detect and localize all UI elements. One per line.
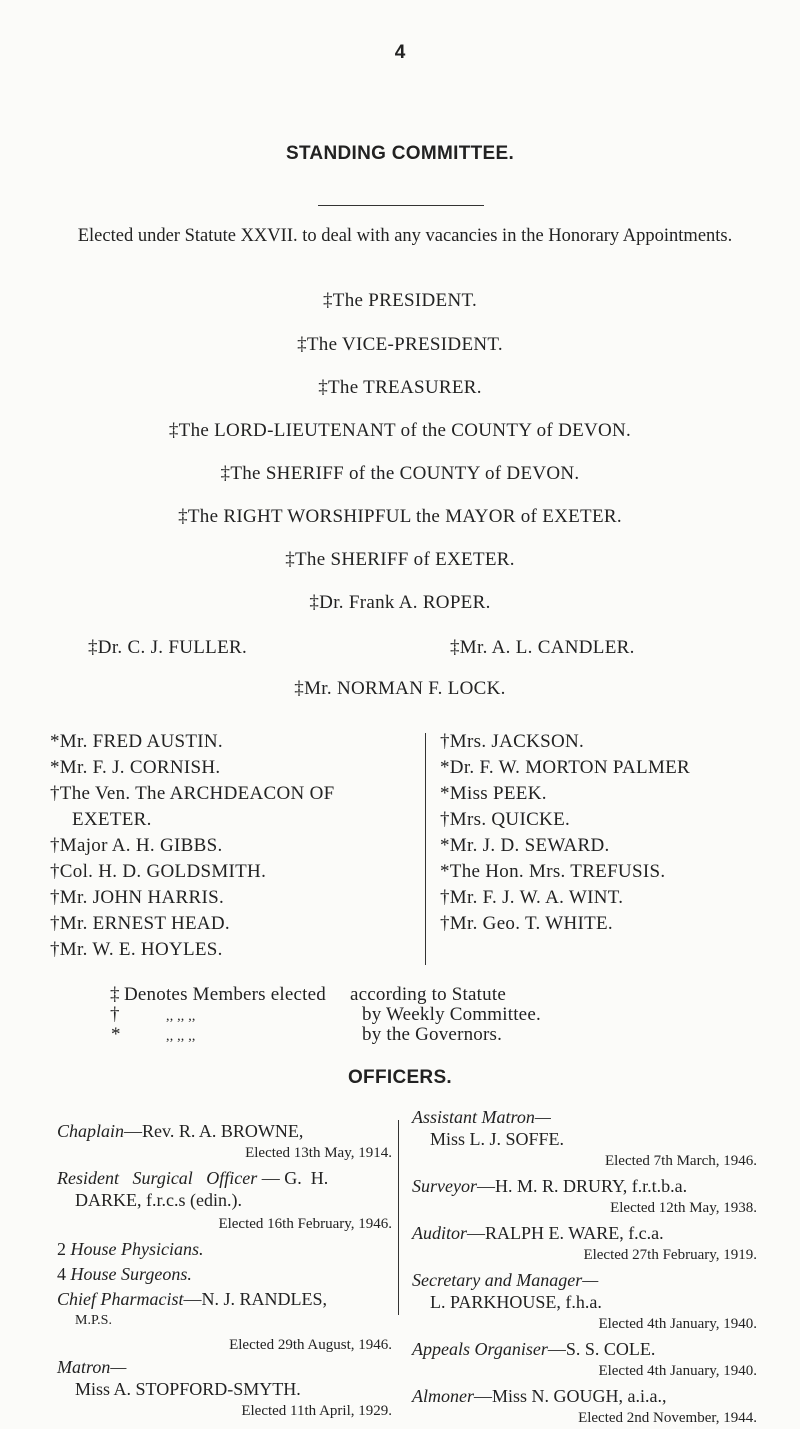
officer-name: —H. M. R. DRURY, f.r.t.b.a. — [476, 1176, 688, 1196]
role-label: Appeals Organiser — [412, 1339, 548, 1359]
officer-name: — G. H. — [257, 1168, 329, 1188]
member-fuller: ‡Dr. C. J. FULLER. — [88, 637, 247, 658]
member-president: ‡The PRESIDENT. — [322, 290, 478, 311]
list-item: *Mr. FRED AUSTIN. — [50, 731, 223, 752]
elected-date: Elected 12th May, 1938. — [610, 1200, 757, 1216]
list-item: †Mr. JOHN HARRIS. — [50, 887, 225, 908]
legend-ditto: ,, ,, ,, — [166, 1009, 196, 1024]
officer-name: DARKE, f.r.c.s (edin.). — [75, 1190, 242, 1210]
officer-name: —Miss N. GOUGH, a.i.a., — [474, 1386, 667, 1406]
role-label: House Surgeons. — [70, 1264, 192, 1284]
list-item: †Col. H. D. GOLDSMITH. — [50, 861, 267, 882]
list-item: †Major A. H. GIBBS. — [50, 835, 223, 856]
member-treasurer: ‡The TREASURER. — [318, 377, 482, 398]
member-sheriff-exeter: ‡The SHERIFF of EXETER. — [285, 549, 515, 570]
list-item: *Dr. F. W. MORTON PALMER — [440, 757, 691, 778]
committee-right-column — [440, 729, 690, 937]
legend-denotes: Denotes Members elected — [124, 984, 326, 1005]
legend-symbol-asterisk: * — [111, 1024, 121, 1045]
member-roper: ‡Dr. Frank A. ROPER. — [309, 592, 491, 613]
list-item: *Miss PEEK. — [440, 783, 547, 804]
count: 4 — [57, 1264, 66, 1284]
page-number: 4 — [394, 42, 406, 63]
role-label: Matron— — [57, 1357, 127, 1377]
role-label: Resident Surgical Officer — [57, 1168, 258, 1188]
elected-date: Elected 7th March, 1946. — [604, 1153, 757, 1169]
list-item: †Mr. W. E. HOYLES. — [50, 939, 223, 960]
standing-committee-title: STANDING COMMITTEE. — [285, 143, 515, 164]
list-item: †Mr. ERNEST HEAD. — [50, 913, 230, 934]
legend-ditto: ,, ,, ,, — [166, 1029, 196, 1044]
legend-statute: according to Statute — [350, 984, 506, 1005]
role-label: Chaplain — [57, 1121, 125, 1141]
legend-governors: by the Governors. — [362, 1024, 503, 1045]
elected-date: Elected 13th May, 1914. — [245, 1145, 392, 1161]
role-label: Auditor — [412, 1223, 468, 1243]
officer-name: —N. J. RANDLES, — [183, 1289, 328, 1309]
officer-name: Miss L. J. SOFFE. — [430, 1129, 565, 1149]
list-item: *The Hon. Mrs. TREFUSIS. — [440, 861, 666, 882]
elected-date: Elected 2nd November, 1944. — [578, 1410, 757, 1426]
elected-date: Elected 27th February, 1919. — [583, 1247, 757, 1263]
officers-divider — [398, 1120, 399, 1315]
intro-text: Elected under Statute XXVII. to deal with any vacancies in the Honorary Appointments. — [77, 226, 733, 246]
count: 2 — [57, 1239, 66, 1259]
qualification: M.P.S. — [75, 1313, 112, 1328]
officer-name: —RALPH E. WARE, f.c.a. — [467, 1223, 664, 1243]
elected-date: Elected 4th January, 1940. — [598, 1316, 757, 1332]
column-divider — [425, 733, 426, 965]
role-label: Almoner — [412, 1386, 474, 1406]
role-label: Assistant Matron— — [412, 1107, 551, 1127]
role-label: Secretary and Manager— — [412, 1270, 599, 1290]
member-sheriff-devon: ‡The SHERIFF of the COUNTY of DEVON. — [220, 463, 580, 484]
member-vice-president: ‡The VICE-PRESIDENT. — [297, 334, 503, 355]
member-candler: ‡Mr. A. L. CANDLER. — [450, 637, 635, 658]
elected-date: Elected 11th April, 1929. — [241, 1403, 392, 1419]
list-item: †Mr. F. J. W. A. WINT. — [440, 887, 624, 908]
role-label: Chief Pharmacist — [57, 1289, 184, 1309]
legend-symbol-double-dagger: ‡ — [110, 984, 120, 1005]
role-label: House Physicians. — [70, 1239, 204, 1259]
member-mayor: ‡The RIGHT WORSHIPFUL the MAYOR of EXETER. — [178, 506, 622, 527]
list-item: EXETER. — [72, 809, 152, 830]
member-lock: ‡Mr. NORMAN F. LOCK. — [294, 678, 506, 699]
list-item: †The Ven. The ARCHDEACON OF — [50, 783, 335, 804]
list-item: †Mrs. JACKSON. — [440, 731, 585, 752]
list-item: *Mr. F. J. CORNISH. — [50, 757, 221, 778]
officer-name: —Rev. R. A. BROWNE, — [124, 1121, 304, 1141]
officers-title: OFFICERS. — [347, 1067, 453, 1088]
elected-date: Elected 29th August, 1946. — [229, 1337, 392, 1353]
officers-left-column — [57, 1120, 392, 1422]
legend-symbol-dagger: † — [110, 1004, 120, 1025]
list-item: †Mrs. QUICKE. — [440, 809, 571, 830]
legend-weekly: by Weekly Committee. — [362, 1004, 541, 1025]
member-lord-lieutenant: ‡The LORD-LIEUTENANT of the COUNTY of DEVON. — [168, 420, 632, 441]
officers-right-column — [412, 1106, 757, 1429]
title-divider — [318, 205, 484, 206]
role-label: Surveyor — [412, 1176, 477, 1196]
list-item: *Mr. J. D. SEWARD. — [440, 835, 610, 856]
officer-name: L. PARKHOUSE, f.h.a. — [430, 1292, 602, 1312]
elected-date: Elected 4th January, 1940. — [598, 1363, 757, 1379]
elected-date: Elected 16th February, 1946. — [218, 1216, 392, 1232]
list-item: †Mr. Geo. T. WHITE. — [440, 913, 613, 934]
officer-name: —S. S. COLE. — [547, 1339, 656, 1359]
committee-left-column — [50, 729, 334, 963]
officer-name: Miss A. STOPFORD-SMYTH. — [75, 1379, 301, 1399]
